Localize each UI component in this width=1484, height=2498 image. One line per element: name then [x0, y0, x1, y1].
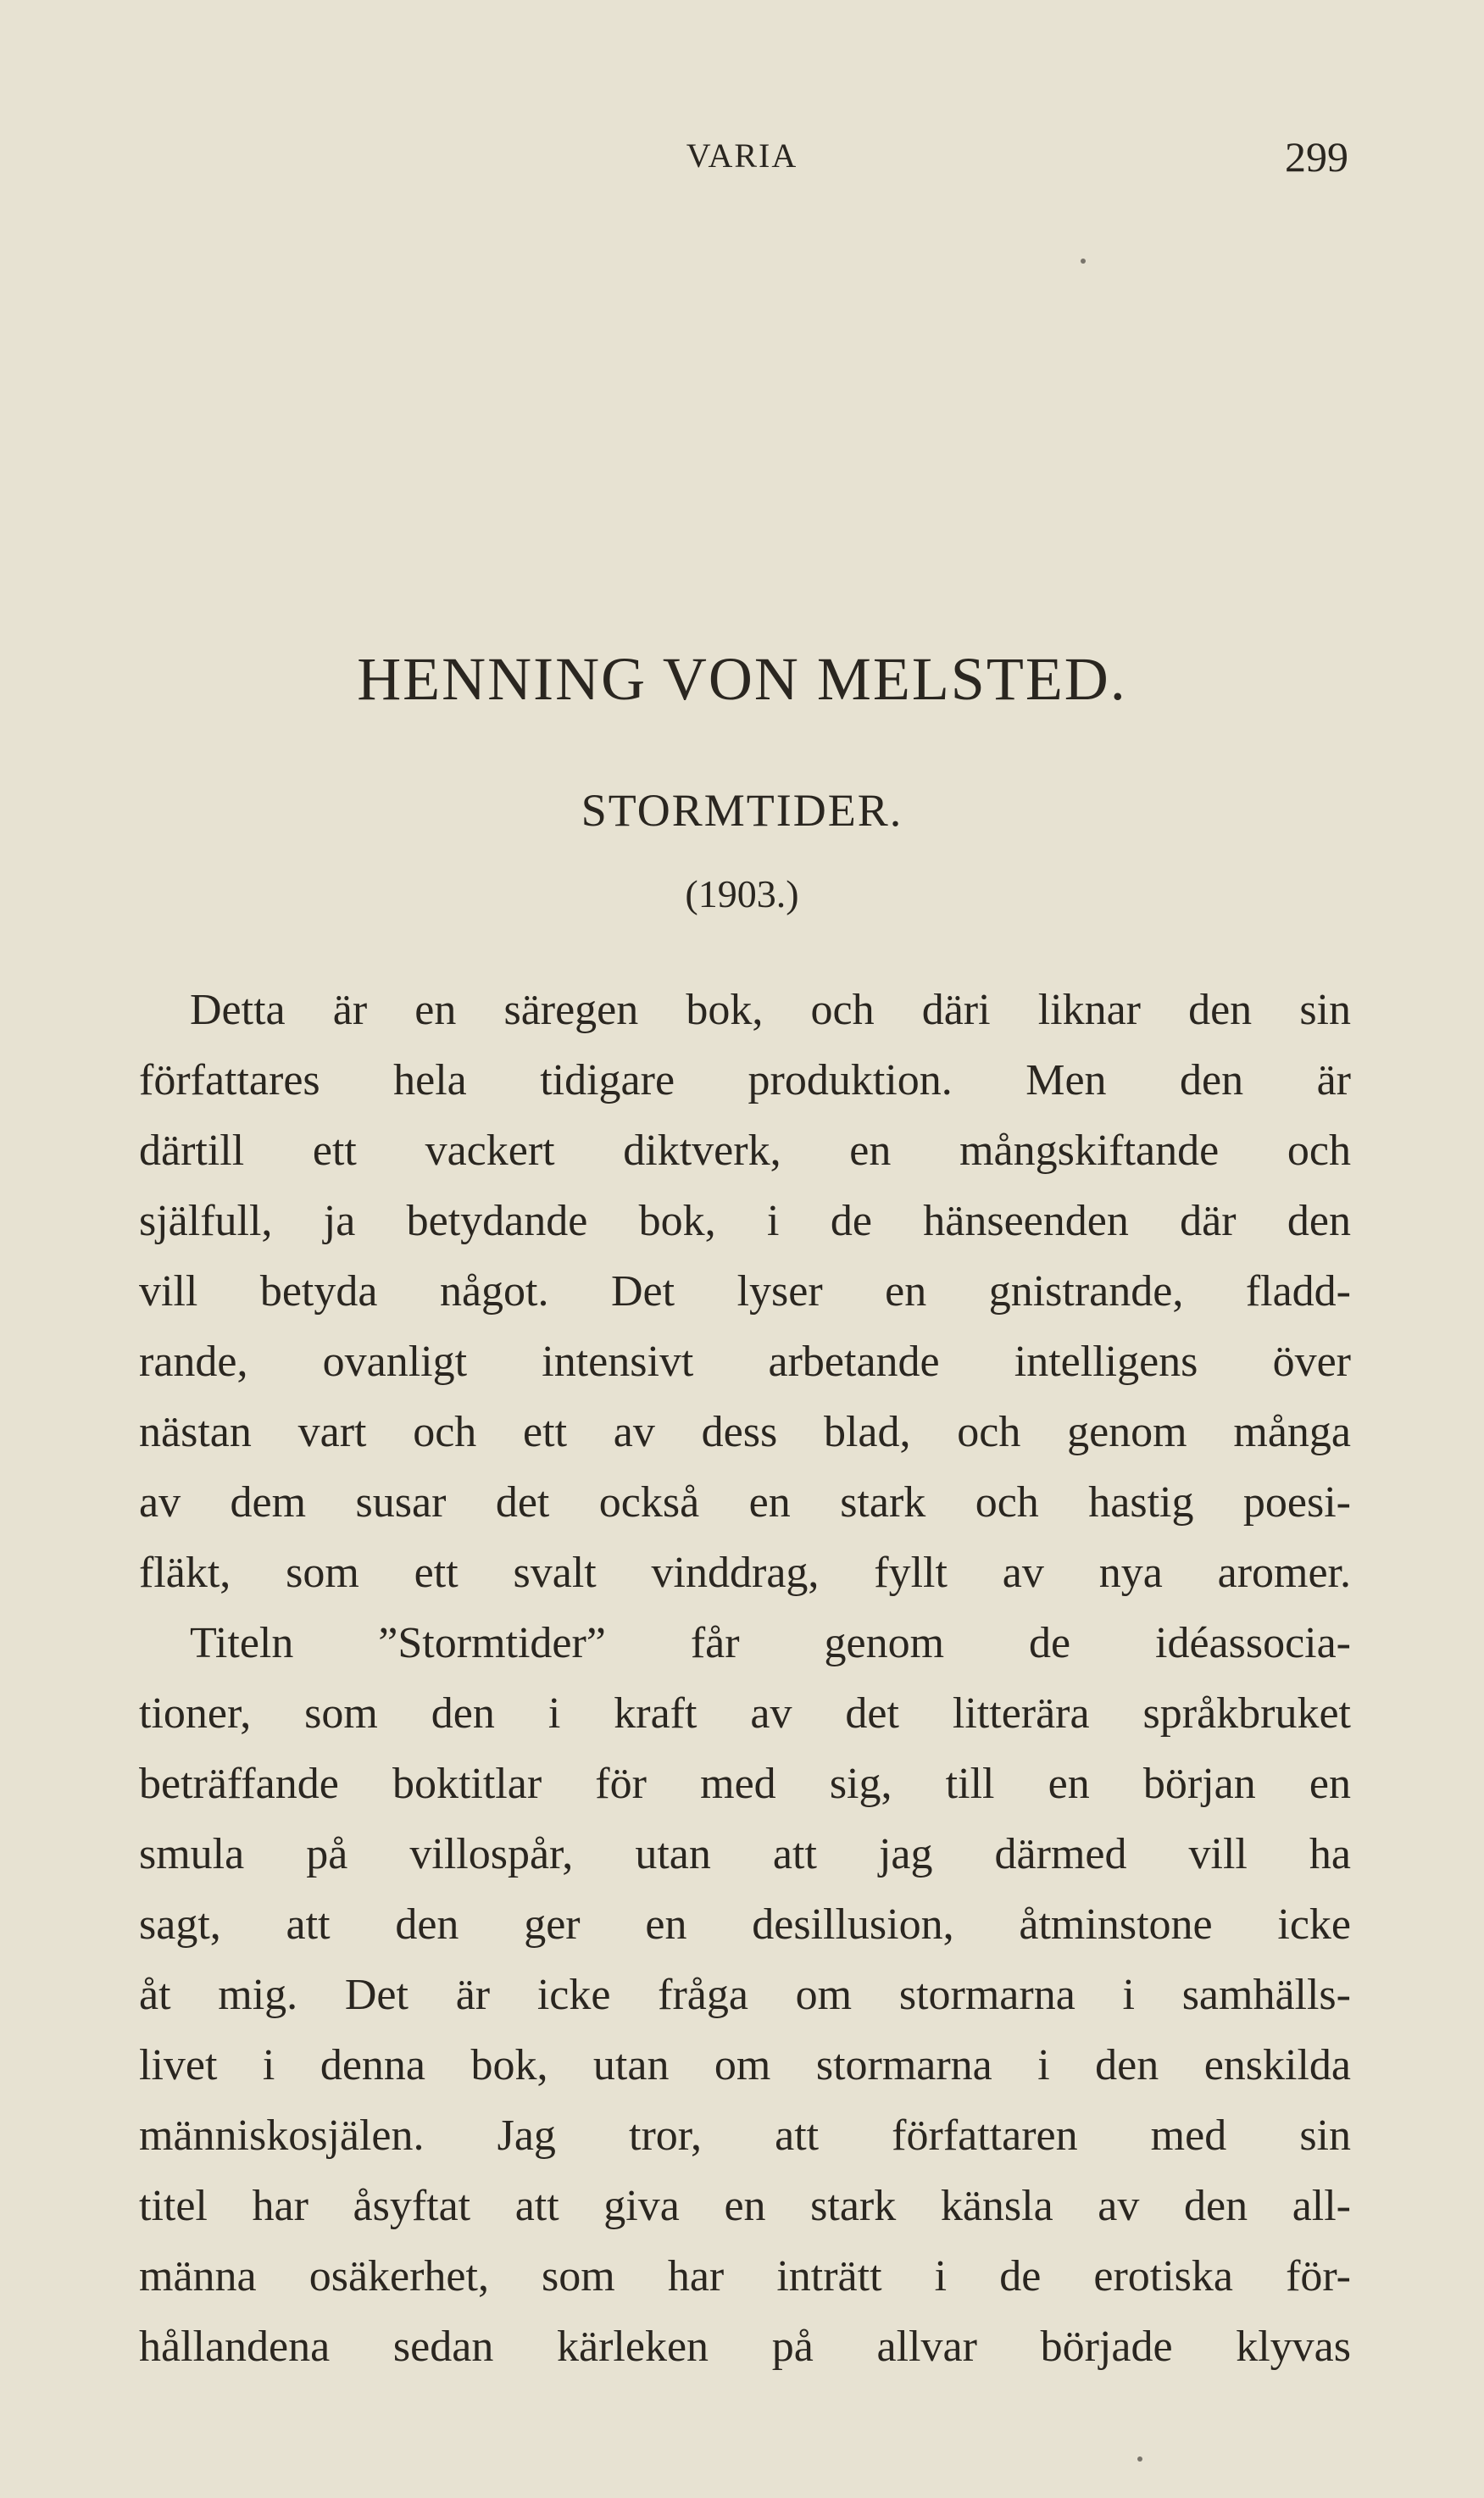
text-line: Detta är en säregen bok, och däri liknar den sin [190, 986, 1351, 1034]
text-line: själfull, ja betydande bok, i de hänseenden där den [139, 1197, 1351, 1245]
text-line: fläkt, som ett svalt vinddrag, fyllt av nya aromer. [139, 1549, 1351, 1597]
text-line: åt mig. Det är icke fråga om stormarna i samhälls- [139, 1971, 1351, 2019]
text-line: vill betyda något. Det lyser en gnistrande, fladd- [139, 1267, 1351, 1316]
text-line: därtill ett vackert diktverk, en mångskiftande och [139, 1127, 1351, 1175]
article-body [139, 975, 1351, 2382]
paper-speck [1081, 259, 1086, 264]
article-author: HENNING VON MELSTED. [357, 645, 1127, 713]
text-line: människosjälen. Jag tror, att författaren med sin [139, 2111, 1351, 2160]
text-line: hållandena sedan kärleken på allvar började klyvas [139, 2323, 1351, 2371]
text-line: rande, ovanligt intensivt arbetande intelligens över [139, 1338, 1351, 1386]
running-title: VARIA [686, 136, 798, 175]
running-head [0, 133, 1484, 186]
paper-speck [1137, 2456, 1142, 2462]
text-line: titel har åsyftat att giva en stark känsla av den all- [139, 2182, 1351, 2230]
article-title: STORMTIDER. [581, 785, 903, 836]
text-line: av dem susar det också en stark och hastig poesi- [139, 1478, 1351, 1527]
text-line: Titeln ”Stormtider” får genom de idéassocia- [190, 1619, 1351, 1667]
article-year: (1903.) [685, 872, 799, 915]
text-line: tioner, som den i kraft av det litterära språkbruket [139, 1689, 1351, 1738]
page-number: 299 [1285, 133, 1348, 181]
text-line: sagt, att den ger en desillusion, åtminstone icke [139, 1900, 1351, 1949]
text-line: männa osäkerhet, som har inträtt i de erotiska för- [139, 2252, 1351, 2300]
text-line: författares hela tidigare produktion. Men den är [139, 1056, 1351, 1104]
text-line: beträffande boktitlar för med sig, till en början en [139, 1760, 1351, 1808]
text-line: smula på villospår, utan att jag därmed vill ha [139, 1830, 1351, 1878]
text-line: livet i denna bok, utan om stormarna i den enskilda [139, 2041, 1351, 2089]
text-line: nästan vart och ett av dess blad, och genom många [139, 1408, 1351, 1456]
